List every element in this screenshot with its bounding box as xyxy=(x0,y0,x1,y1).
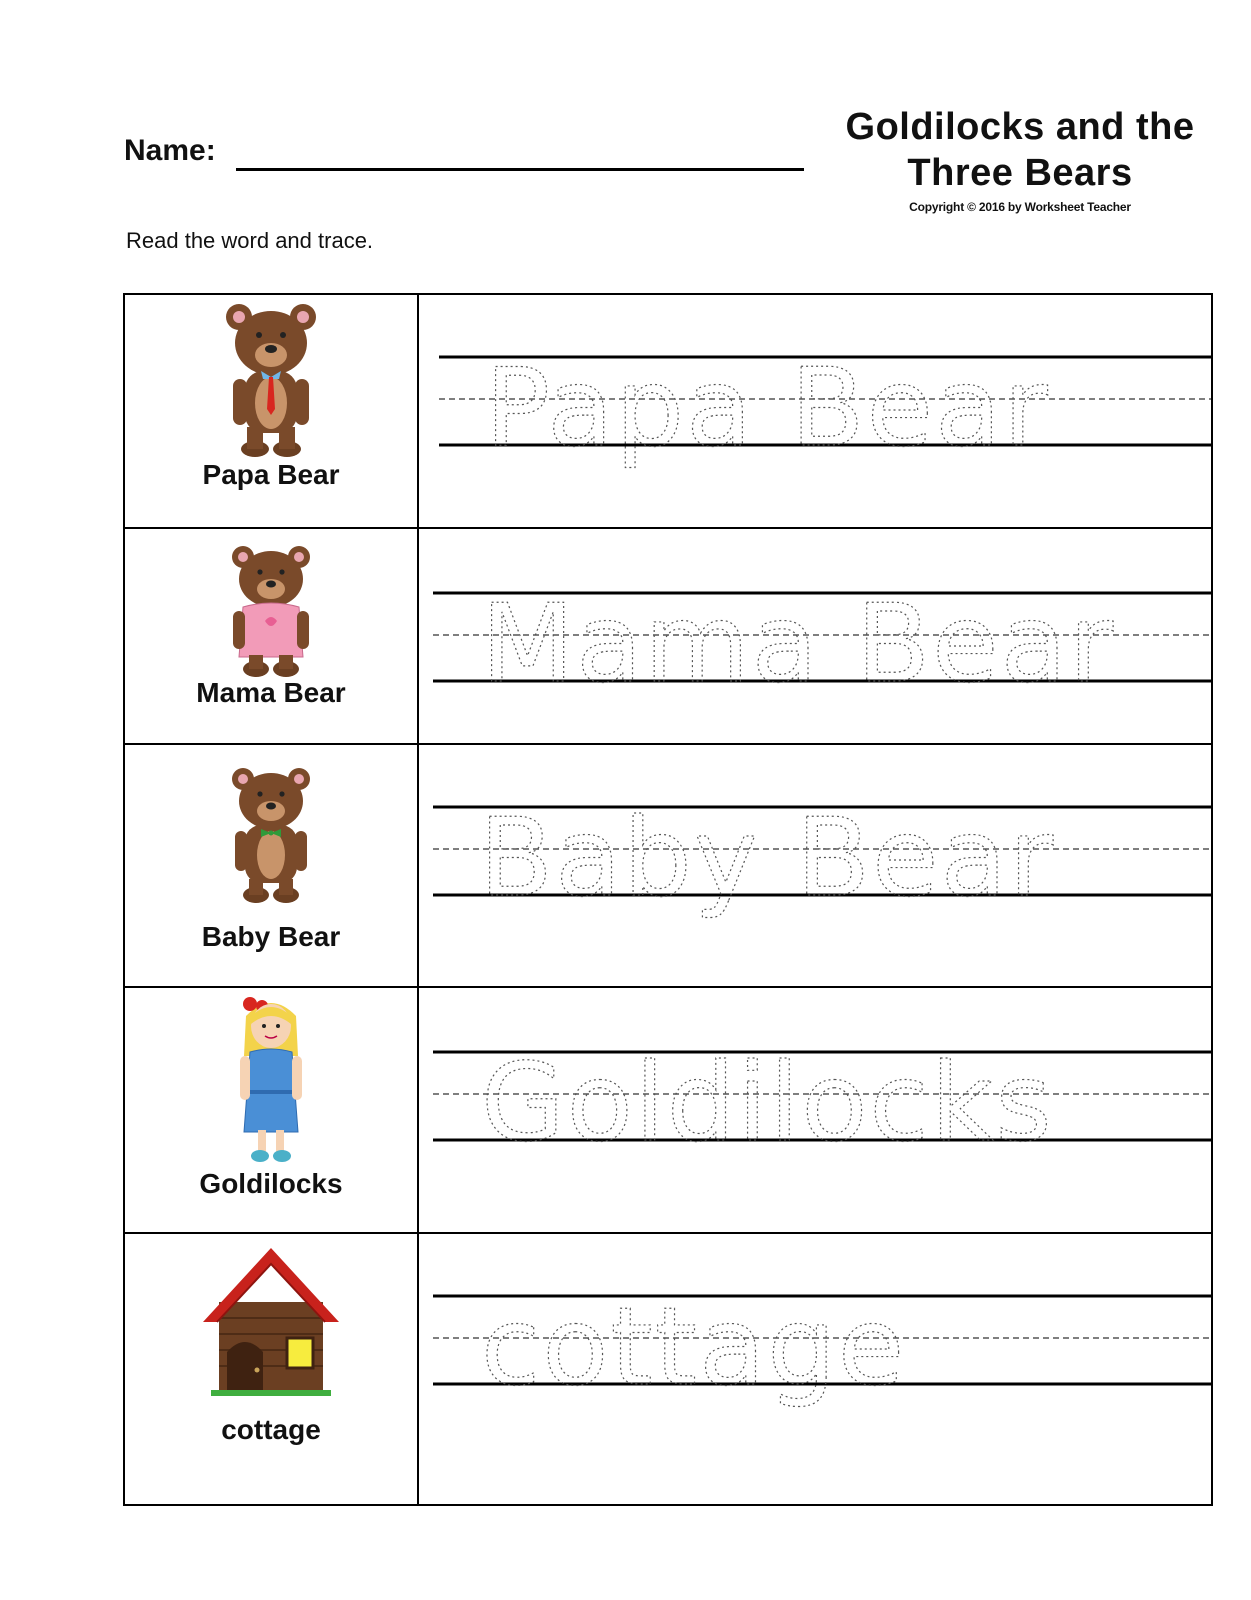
title-line-1: Goldilocks and the xyxy=(845,106,1195,148)
row-caption: Goldilocks xyxy=(199,1168,343,1199)
trace-word: Goldilocks xyxy=(481,1041,1054,1166)
picture-cell xyxy=(125,988,419,1232)
cottage-icon xyxy=(201,1246,341,1398)
title-line-2: Three Bears xyxy=(907,152,1133,194)
trace-word: Papa Bear xyxy=(485,346,1050,471)
tracing-cell[interactable] xyxy=(419,529,1211,743)
baby-bear-icon xyxy=(229,763,313,905)
row-caption: Mama Bear xyxy=(196,677,346,708)
papa-bear-icon xyxy=(223,299,319,459)
worksheet-title xyxy=(840,104,1200,214)
picture-cell xyxy=(125,529,419,743)
trace-word: Baby Bear xyxy=(479,796,1056,921)
tracing-cell[interactable] xyxy=(419,988,1211,1232)
trace-word: cottage xyxy=(481,1285,907,1410)
copyright-notice: Copyright © 2016 by Worksheet Teacher xyxy=(909,200,1131,214)
tracing-cell[interactable] xyxy=(419,295,1211,527)
row-caption: Baby Bear xyxy=(201,921,341,952)
handwriting-lines xyxy=(419,745,1211,988)
name-label: Name: xyxy=(124,134,216,167)
trace-word: Mama Bear xyxy=(481,582,1116,707)
table-row xyxy=(125,295,1211,527)
row-caption: Papa Bear xyxy=(202,459,340,490)
table-row xyxy=(125,743,1211,986)
picture-cell xyxy=(125,1234,419,1504)
table-row xyxy=(125,986,1211,1232)
instructions: Read the word and trace. xyxy=(126,228,374,253)
handwriting-lines xyxy=(419,529,1211,745)
table-row xyxy=(125,527,1211,743)
row-caption: cottage xyxy=(221,1414,321,1445)
name-blank-line xyxy=(236,168,804,171)
handwriting-lines xyxy=(419,1234,1211,1506)
tracing-table xyxy=(123,293,1213,1506)
tracing-cell[interactable] xyxy=(419,1234,1211,1504)
picture-cell xyxy=(125,295,419,527)
tracing-cell[interactable] xyxy=(419,745,1211,986)
handwriting-lines xyxy=(419,988,1211,1234)
table-row xyxy=(125,1232,1211,1504)
goldilocks-icon xyxy=(236,994,306,1166)
mama-bear-icon xyxy=(229,541,313,679)
handwriting-lines xyxy=(419,295,1211,527)
name-row xyxy=(124,128,804,172)
picture-cell xyxy=(125,745,419,986)
